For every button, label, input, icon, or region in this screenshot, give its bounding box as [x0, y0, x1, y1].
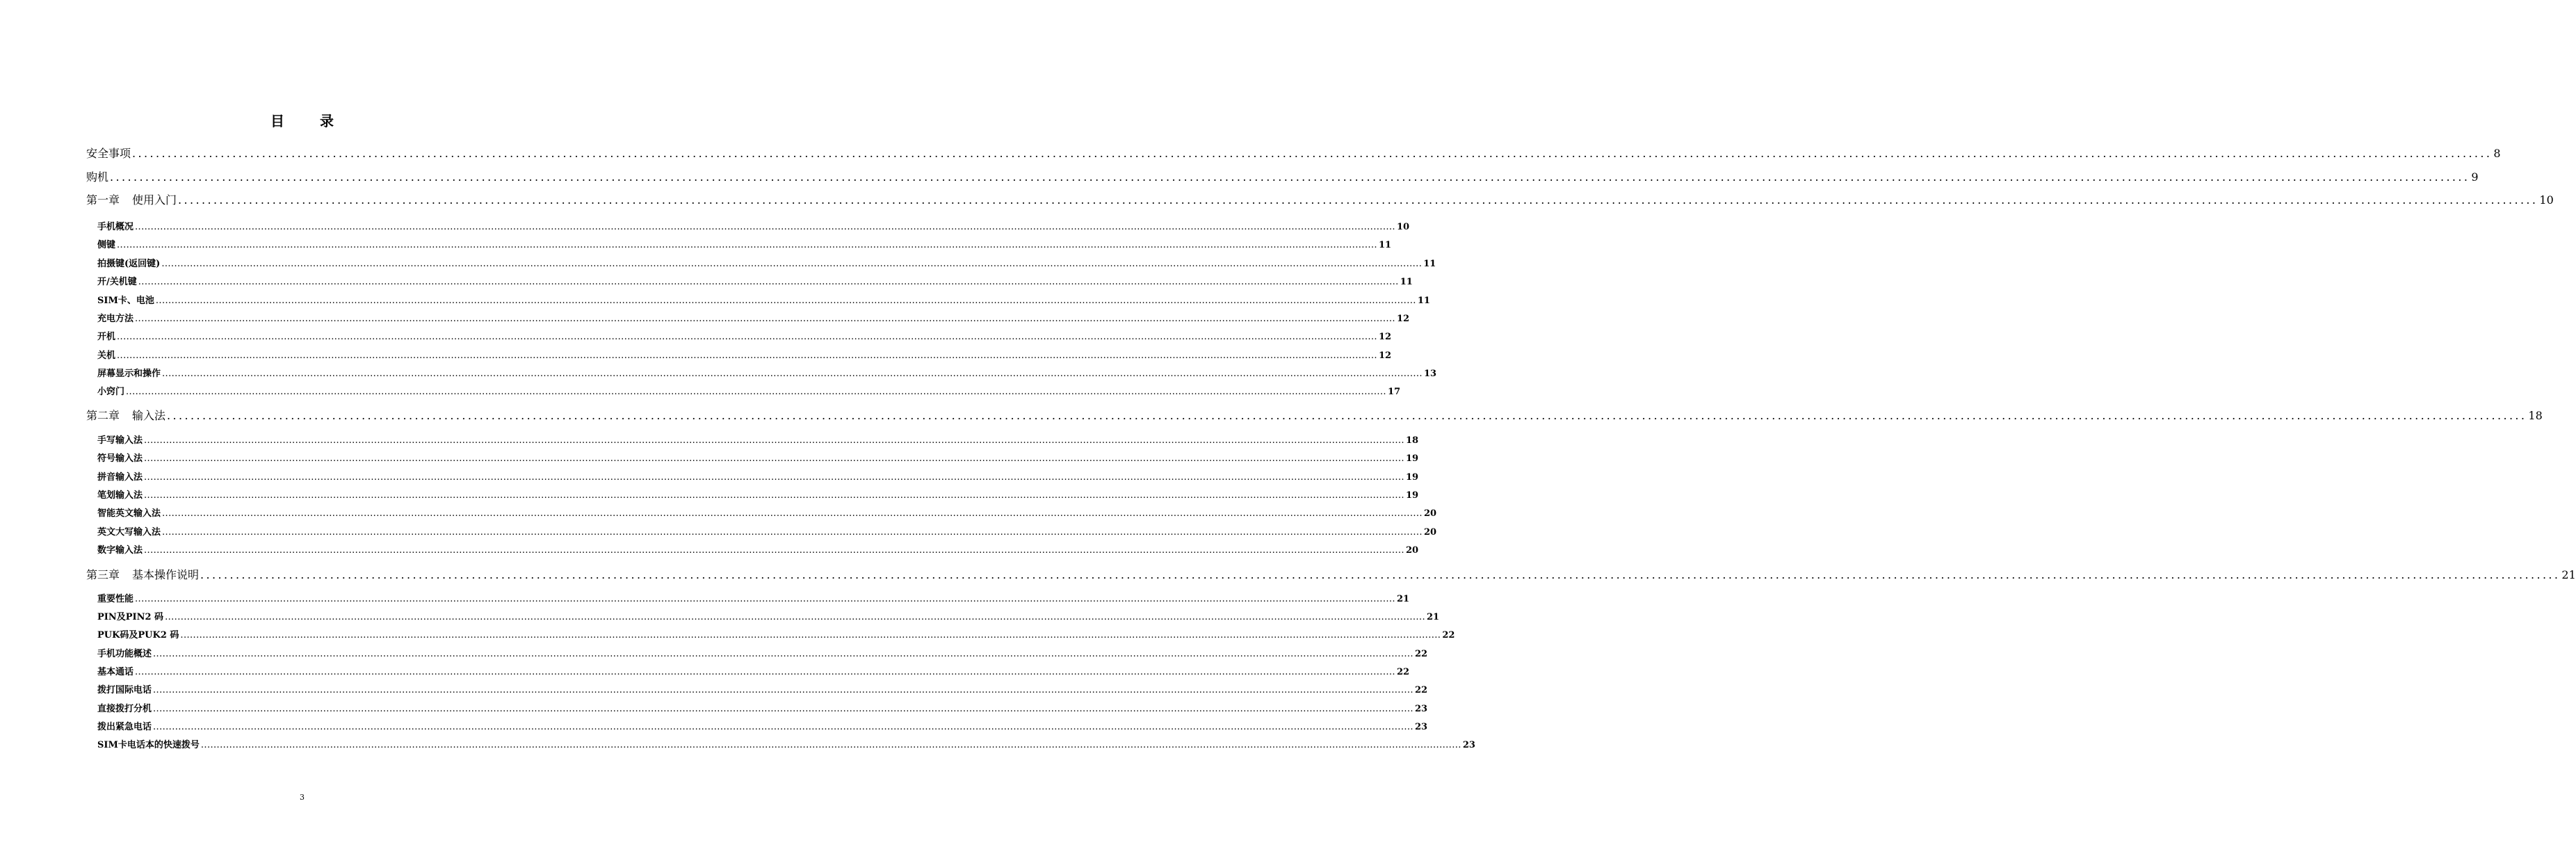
toc-section-entry[interactable] — [97, 469, 1419, 483]
dot-leader: ................................................................................................................................................................................................................................................................................................................................................................................................................ — [135, 222, 1395, 232]
toc-chapter-entry[interactable] — [86, 145, 2501, 161]
page-number: 3 — [300, 793, 305, 802]
toc-chapter-title: 基本操作说明 — [132, 568, 200, 581]
toc-entry-text: 侧键 — [97, 240, 116, 250]
dot-leader: ................................................................................................................................................................................................................................................................................................................................................................................................................ — [167, 409, 2527, 422]
toc-section-entry[interactable] — [97, 609, 1440, 622]
toc-page-number: 11 — [1417, 296, 1430, 306]
toc-section-entry[interactable] — [97, 737, 1475, 750]
toc-chapter-entry[interactable] — [86, 407, 2543, 423]
toc-section-entry[interactable] — [97, 293, 1430, 306]
toc-page-number: 20 — [1405, 545, 1419, 556]
toc-entry-text: 符号输入法 — [97, 453, 143, 464]
toc-page-number: 12 — [1378, 351, 1392, 361]
toc-entry-text: 拨打国际电话 — [97, 685, 152, 695]
dot-leader: ................................................................................................................................................................................................................................................................................................................................................................................................................ — [155, 296, 1416, 306]
toc-page-number: 10 — [2539, 193, 2554, 207]
toc-entry-label — [97, 664, 133, 677]
toc-section-entry[interactable] — [97, 256, 1436, 269]
dot-leader: ................................................................................................................................................................................................................................................................................................................................................................................................................ — [132, 147, 2493, 160]
toc-entry-text: 第一章 — [86, 193, 120, 207]
toc-page-number: 11 — [1423, 259, 1436, 269]
toc-page-number: 10 — [1396, 222, 1410, 232]
toc-page-number: 23 — [1462, 740, 1475, 750]
dot-leader: ................................................................................................................................................................................................................................................................................................................................................................................................................ — [126, 387, 1386, 397]
toc-entry-label — [97, 256, 160, 269]
toc-entry-label — [97, 433, 143, 446]
toc-page-number: 18 — [1405, 435, 1419, 446]
toc-entry-label — [86, 191, 177, 207]
toc-entry-text: 第三章 — [86, 568, 120, 581]
toc-entry-label — [86, 168, 108, 184]
toc-entry-label — [97, 627, 179, 640]
dot-leader: ................................................................................................................................................................................................................................................................................................................................................................................................................ — [153, 649, 1413, 659]
toc-section-entry[interactable] — [97, 664, 1410, 677]
toc-section-entry[interactable] — [97, 488, 1419, 501]
toc-entry-text: 英文大写输入法 — [97, 527, 161, 538]
toc-entry-label — [97, 237, 115, 250]
dot-leader: ................................................................................................................................................................................................................................................................................................................................................................................................................ — [117, 332, 1377, 342]
toc-page-number: 9 — [2471, 170, 2479, 184]
toc-section-entry[interactable] — [97, 384, 1401, 397]
toc-chapter-entry[interactable] — [86, 168, 2479, 184]
toc-section-entry[interactable] — [97, 542, 1419, 556]
toc-entry-label — [97, 366, 161, 379]
toc-entry-text: 笔划输入法 — [97, 490, 143, 501]
toc-entry-label — [97, 609, 163, 622]
toc-entry-text: 购机 — [86, 170, 109, 184]
toc-entry-label — [86, 145, 131, 161]
toc-page-number: 21 — [1396, 594, 1410, 604]
dot-leader: ................................................................................................................................................................................................................................................................................................................................................................................................................ — [178, 193, 2538, 207]
toc-entry-text: SIM卡电话本的快速拨号 — [97, 740, 200, 750]
toc-page-number: 23 — [1414, 722, 1428, 732]
toc-entry-text: 拍摄键(返回键) — [97, 259, 161, 269]
toc-section-entry[interactable] — [97, 646, 1428, 659]
toc-entry-text: 数字输入法 — [97, 545, 143, 556]
toc-entry-label — [97, 329, 115, 342]
toc-chapter-title: 输入法 — [132, 409, 166, 422]
toc-page-number: 19 — [1405, 453, 1419, 464]
toc-section-entry[interactable] — [97, 219, 1410, 232]
toc-entry-text: PIN及PIN2 码 — [97, 612, 164, 622]
dot-leader: ................................................................................................................................................................................................................................................................................................................................................................................................................ — [138, 277, 1399, 287]
toc-entry-text: 重要性能 — [97, 594, 134, 604]
toc-entry-label — [97, 524, 161, 538]
toc-page-number: 19 — [1405, 490, 1419, 501]
toc-entry-text: 智能英文输入法 — [97, 508, 161, 519]
dot-leader: ................................................................................................................................................................................................................................................................................................................................................................................................................ — [135, 594, 1395, 604]
toc-page-number: 22 — [1414, 649, 1428, 659]
toc-chapter-entry[interactable] — [86, 566, 2576, 582]
toc-entry-label — [97, 311, 133, 324]
toc-entry-label — [97, 542, 143, 556]
dot-leader: ................................................................................................................................................................................................................................................................................................................................................................................................................ — [144, 545, 1404, 556]
toc-entry-label — [97, 646, 152, 659]
toc-entry-text: 关机 — [97, 351, 116, 361]
toc-page-number: 22 — [1442, 630, 1455, 640]
toc-page-number: 21 — [1427, 612, 1440, 622]
toc-entry-label — [97, 384, 124, 397]
toc-entry-text: 小窍门 — [97, 387, 125, 397]
dot-leader: ................................................................................................................................................................................................................................................................................................................................................................................................................ — [161, 259, 1423, 269]
toc-entry-text: 手机概况 — [97, 222, 134, 232]
dot-leader: ................................................................................................................................................................................................................................................................................................................................................................................................................ — [153, 685, 1413, 695]
toc-entry-label — [86, 407, 165, 423]
toc-entry-text: 充电方法 — [97, 314, 134, 324]
toc-entry-text: SIM卡、电池 — [97, 296, 154, 306]
toc-section-entry[interactable] — [97, 719, 1428, 732]
toc-section-entry[interactable] — [97, 311, 1410, 324]
toc-page-number: 12 — [1378, 332, 1392, 342]
toc-section-entry[interactable] — [97, 366, 1437, 379]
toc-section-entry[interactable] — [97, 237, 1392, 250]
toc-entry-label — [86, 566, 199, 582]
toc-page-number: 23 — [1414, 704, 1428, 714]
toc-entry-text: 第二章 — [86, 409, 120, 422]
toc-chapter-entry[interactable] — [86, 191, 2554, 207]
toc-entry-label — [97, 701, 152, 714]
toc-entry-label — [97, 506, 161, 519]
toc-section-entry[interactable] — [97, 329, 1392, 342]
toc-entry-text: 屏幕显示和操作 — [97, 369, 161, 379]
toc-page-number: 21 — [2561, 568, 2576, 581]
dot-leader: ................................................................................................................................................................................................................................................................................................................................................................................................................ — [117, 351, 1377, 361]
toc-entry-text: 拼音输入法 — [97, 472, 143, 483]
toc-chapter-title: 使用入门 — [132, 193, 177, 207]
toc-entry-label — [97, 219, 133, 232]
toc-section-entry[interactable] — [97, 682, 1428, 695]
dot-leader: ................................................................................................................................................................................................................................................................................................................................................................................................................ — [200, 568, 2561, 581]
toc-title: 目 录 — [270, 113, 349, 129]
toc-section-entry[interactable] — [97, 627, 1455, 640]
toc-section-entry[interactable] — [97, 274, 1413, 287]
dot-leader: ................................................................................................................................................................................................................................................................................................................................................................................................................ — [162, 527, 1423, 538]
toc-page-number: 20 — [1423, 527, 1437, 538]
toc-entry-text: 直接拨打分机 — [97, 704, 152, 714]
toc-page-number: 22 — [1396, 667, 1410, 677]
toc-entry-label — [97, 451, 143, 464]
toc-entry-text: 基本通话 — [97, 667, 134, 677]
toc-entry-text: 开机 — [97, 332, 116, 342]
toc-entry-text: 拨出紧急电话 — [97, 722, 152, 732]
toc-section-entry[interactable] — [97, 591, 1410, 604]
dot-leader: ................................................................................................................................................................................................................................................................................................................................................................................................................ — [153, 722, 1413, 732]
dot-leader: ................................................................................................................................................................................................................................................................................................................................................................................................................ — [144, 472, 1404, 483]
dot-leader: ................................................................................................................................................................................................................................................................................................................................................................................................................ — [162, 369, 1423, 379]
dot-leader: ................................................................................................................................................................................................................................................................................................................................................................................................................ — [153, 704, 1413, 714]
toc-entry-label — [97, 293, 154, 306]
toc-page-number: 13 — [1423, 369, 1437, 379]
toc-section-entry[interactable] — [97, 451, 1419, 464]
toc-entry-label — [97, 274, 137, 287]
dot-leader: ................................................................................................................................................................................................................................................................................................................................................................................................................ — [117, 240, 1377, 250]
toc-entry-label — [97, 348, 115, 361]
toc-entry-text: 安全事项 — [86, 147, 131, 160]
toc-page-number: 20 — [1423, 508, 1437, 519]
toc-page-number: 19 — [1405, 472, 1419, 483]
toc-entry-label — [97, 488, 143, 501]
toc-entry-text: PUK码及PUK2 码 — [97, 630, 179, 640]
toc-page-number: 8 — [2493, 147, 2501, 160]
dot-leader: ................................................................................................................................................................................................................................................................................................................................................................................................................ — [144, 490, 1404, 501]
dot-leader: ................................................................................................................................................................................................................................................................................................................................................................................................................ — [180, 630, 1441, 640]
dot-leader: ................................................................................................................................................................................................................................................................................................................................................................................................................ — [165, 612, 1425, 622]
toc-entry-text: 开/关机键 — [97, 277, 137, 287]
toc-section-entry[interactable] — [97, 348, 1392, 361]
toc-entry-text: 手机功能概述 — [97, 649, 152, 659]
toc-entry-label — [97, 737, 200, 750]
toc-section-entry[interactable] — [97, 506, 1437, 519]
toc-section-entry[interactable] — [97, 433, 1419, 446]
toc-page-number: 22 — [1414, 685, 1428, 695]
dot-leader: ................................................................................................................................................................................................................................................................................................................................................................................................................ — [144, 453, 1404, 464]
toc-section-entry[interactable] — [97, 701, 1428, 714]
dot-leader: ................................................................................................................................................................................................................................................................................................................................................................................................................ — [162, 508, 1423, 519]
toc-entry-text: 手写输入法 — [97, 435, 143, 446]
toc-entry-label — [97, 591, 133, 604]
toc-page-number: 17 — [1387, 387, 1401, 397]
toc-entry-label — [97, 682, 152, 695]
toc-section-entry[interactable] — [97, 524, 1437, 538]
dot-leader: ................................................................................................................................................................................................................................................................................................................................................................................................................ — [110, 170, 2470, 184]
toc-page-number: 11 — [1400, 277, 1413, 287]
toc-entry-label — [97, 469, 143, 483]
dot-leader: ................................................................................................................................................................................................................................................................................................................................................................................................................ — [200, 740, 1461, 750]
toc-page-number: 11 — [1378, 240, 1392, 250]
toc-entry-label — [97, 719, 152, 732]
dot-leader: ................................................................................................................................................................................................................................................................................................................................................................................................................ — [144, 435, 1404, 446]
toc-page-number: 18 — [2528, 409, 2543, 422]
toc-page-number: 12 — [1396, 314, 1410, 324]
dot-leader: ................................................................................................................................................................................................................................................................................................................................................................................................................ — [135, 667, 1395, 677]
dot-leader: ................................................................................................................................................................................................................................................................................................................................................................................................................ — [135, 314, 1395, 324]
